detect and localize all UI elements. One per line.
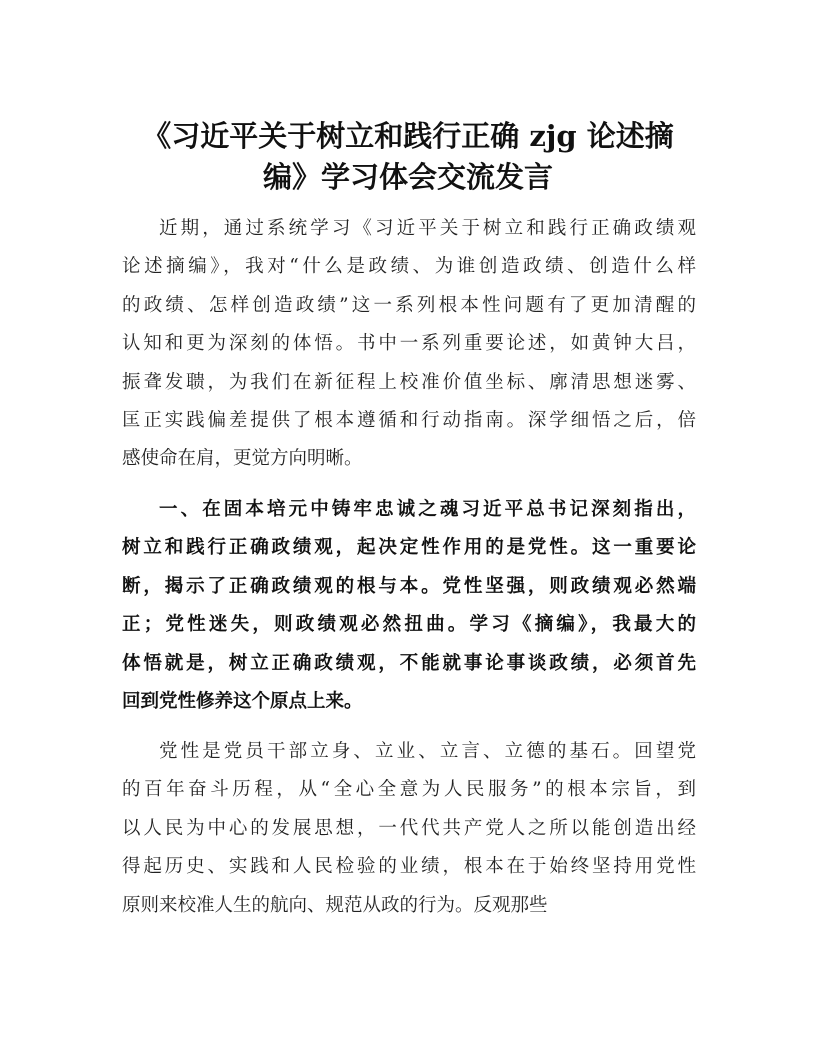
paragraph-line: 匡正实践偏差提供了根本遵循和行动指南。深学细悟之后，倍: [122, 410, 696, 432]
paragraph-line: 振聋发聩，为我们在新征程上校准价值坐标、廓清思想迷雾、: [122, 371, 696, 393]
paragraph-line: 的政绩、怎样创造政绩”这一系列根本性问题有了更加清醒的: [122, 294, 696, 316]
paragraph-line: 认知和更为深刻的体悟。书中一系列重要论述，如黄钟大吕，: [122, 333, 696, 355]
paragraph-line: 断，揭示了正确政绩观的根与本。党性坚强，则政绩观必然端: [122, 575, 696, 597]
document-title: [110, 116, 706, 198]
paragraph-line: 回到党性修养这个原点上来。: [122, 691, 363, 713]
paragraph-line: 论述摘编》，我对“什么是政绩、为谁创造政绩、创造什么样: [122, 256, 696, 278]
paragraph-line: 体悟就是，树立正确政绩观，不能就事论事谈政绩，必须首先: [122, 652, 696, 674]
paragraph-line: 近期，通过系统学习《习近平关于树立和践行正确政绩观: [159, 218, 696, 239]
paragraph-line: 一、在固本培元中铸牢忠诚之魂习近平总书记深刻指出，: [159, 499, 696, 520]
paragraph-line: 感使命在肩，更觉方向明晰。: [122, 448, 363, 470]
paragraph-line: 正；党性迷失，则政绩观必然扭曲。学习《摘编》，我最大的: [122, 614, 696, 636]
paragraph-line: 得起历史、实践和人民检验的业绩，根本在于始终坚持用党性: [122, 856, 696, 878]
paragraph-line: 原则来校准人生的航向、规范从政的行为。反观那些: [122, 894, 548, 916]
title-line: 《习近平关于树立和践行正确 zjg 论述摘: [142, 119, 674, 153]
paragraph-line: 的百年奋斗历程，从“全心全意为人民服务”的根本宗旨，到: [122, 779, 696, 801]
paragraph-line: 党性是党员干部立身、立业、立言、立德的基石。回望党: [159, 741, 696, 762]
paragraph-line: 树立和践行正确政绩观，起决定性作用的是党性。这一重要论: [122, 537, 696, 559]
title-line: 编》学习体会交流发言: [262, 160, 553, 194]
paragraph-line: 以人民为中心的发展思想，一代代共产党人之所以能创造出经: [122, 817, 696, 839]
paragraph-party-spirit: [122, 733, 696, 925]
paragraph-intro: [122, 210, 696, 479]
section-heading-paragraph: [122, 491, 696, 721]
